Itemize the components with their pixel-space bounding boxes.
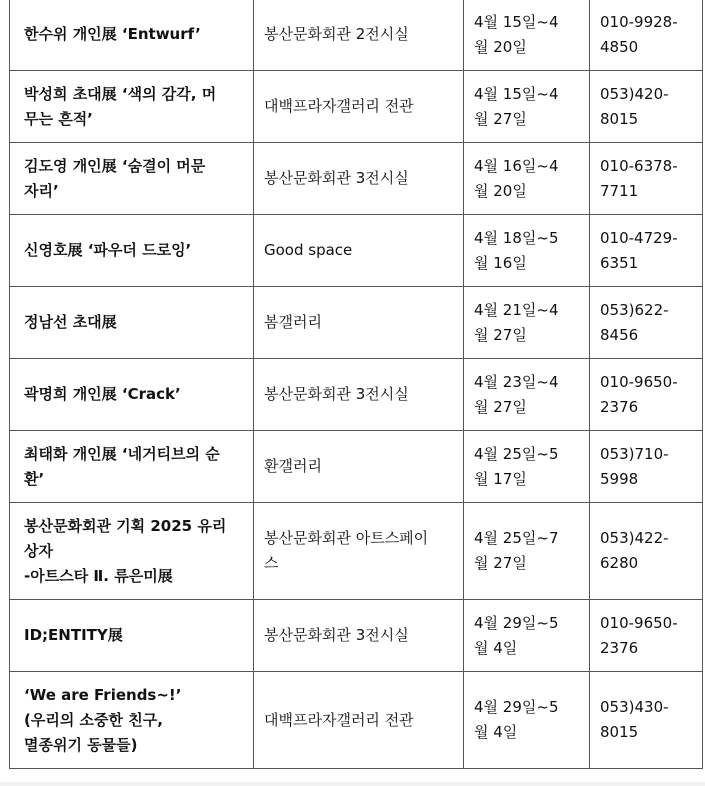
exhibition-period: 4월 29일~5 월 4일: [464, 672, 590, 769]
table-row: [10, 287, 703, 359]
exhibition-title: 한수위 개인展 ‘Entwurf’: [10, 0, 254, 71]
page-bottom-divider: [0, 782, 705, 786]
exhibition-period: 4월 15일~4 월 20일: [464, 0, 590, 71]
table-row: [10, 71, 703, 143]
contact-phone: 010-4729- 6351: [590, 215, 703, 287]
contact-phone: 053)420- 8015: [590, 71, 703, 143]
exhibition-period: 4월 21일~4 월 27일: [464, 287, 590, 359]
exhibition-venue: 봄갤러리: [254, 287, 464, 359]
exhibition-title: 박성희 초대展 ‘색의 감각, 머 무는 흔적’: [10, 71, 254, 143]
exhibition-title: 최태화 개인展 ‘네거티브의 순 환’: [10, 431, 254, 503]
exhibition-period: 4월 16일~4 월 20일: [464, 143, 590, 215]
exhibition-title: 신영호展 ‘파우더 드로잉’: [10, 215, 254, 287]
exhibition-table: [9, 0, 703, 769]
exhibition-period: 4월 25일~7 월 27일: [464, 503, 590, 600]
contact-phone: 010-9650- 2376: [590, 600, 703, 672]
exhibition-title: ‘We are Friends~!’ (우리의 소중한 친구, 멸종위기 동물들): [10, 672, 254, 769]
exhibition-title: 김도영 개인展 ‘숨결이 머문 자리’: [10, 143, 254, 215]
table-row: [10, 143, 703, 215]
contact-phone: 053)422- 6280: [590, 503, 703, 600]
exhibition-venue: 봉산문화회관 2전시실: [254, 0, 464, 71]
exhibition-venue: 대백프라자갤러리 전관: [254, 672, 464, 769]
contact-phone: 053)430- 8015: [590, 672, 703, 769]
contact-phone: 010-6378- 7711: [590, 143, 703, 215]
table-row: [10, 359, 703, 431]
exhibition-venue: Good space: [254, 215, 464, 287]
exhibition-title: 정남선 초대展: [10, 287, 254, 359]
exhibition-venue: 봉산문화회관 아트스페이 스: [254, 503, 464, 600]
contact-phone: 010-9928- 4850: [590, 0, 703, 71]
exhibition-title: 곽명희 개인展 ‘Crack’: [10, 359, 254, 431]
contact-phone: 010-9650- 2376: [590, 359, 703, 431]
table-row: [10, 600, 703, 672]
table-row: [10, 215, 703, 287]
table-row: [10, 0, 703, 71]
exhibition-venue: 봉산문화회관 3전시실: [254, 359, 464, 431]
exhibition-title: ID;ENTITY展: [10, 600, 254, 672]
exhibition-venue: 봉산문화회관 3전시실: [254, 600, 464, 672]
exhibition-venue: 대백프라자갤러리 전관: [254, 71, 464, 143]
contact-phone: 053)622- 8456: [590, 287, 703, 359]
exhibition-period: 4월 15일~4 월 27일: [464, 71, 590, 143]
exhibition-period: 4월 29일~5 월 4일: [464, 600, 590, 672]
table-row: [10, 503, 703, 600]
exhibition-period: 4월 23일~4 월 27일: [464, 359, 590, 431]
table-row: [10, 431, 703, 503]
contact-phone: 053)710- 5998: [590, 431, 703, 503]
exhibition-period: 4월 25일~5 월 17일: [464, 431, 590, 503]
exhibition-venue: 봉산문화회관 3전시실: [254, 143, 464, 215]
exhibition-venue: 환갤러리: [254, 431, 464, 503]
exhibition-period: 4월 18일~5 월 16일: [464, 215, 590, 287]
exhibition-title: 봉산문화회관 기획 2025 유리 상자 -아트스타 Ⅱ. 류은미展: [10, 503, 254, 600]
table-row: [10, 672, 703, 769]
